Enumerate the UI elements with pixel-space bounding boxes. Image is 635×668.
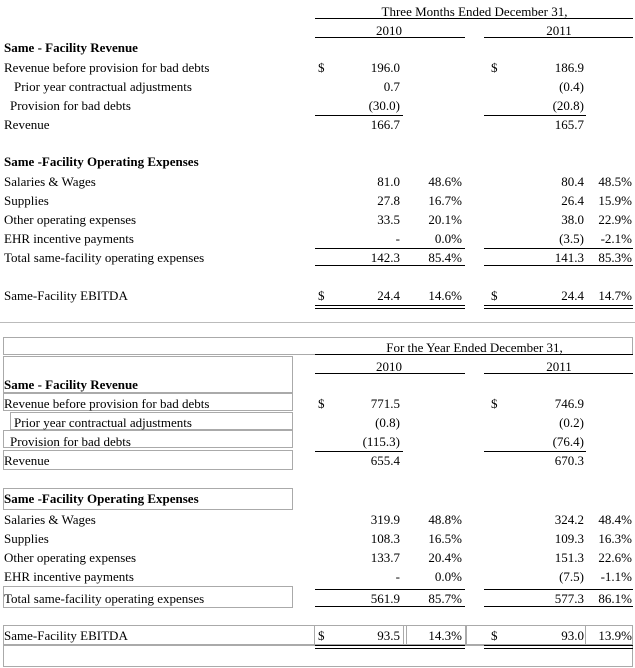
subtotal-line [315,451,403,452]
period-header: For the Year Ended December 31, [386,340,563,355]
currency-symbol: $ [318,628,325,643]
percent-2011: 48.5% [598,174,632,189]
value-2011: 109.3 [554,531,584,546]
row-label: Other operating expenses [4,212,137,227]
percent-2010: 48.6% [428,174,462,189]
total-line [484,589,633,590]
row-label: Total same-facility operating expenses [4,250,205,265]
section-heading-opex: Same -Facility Operating Expenses [4,154,199,169]
percent-2011: 85.3% [598,250,632,265]
percent-2011: 13.9% [598,628,632,643]
row-label: Provision for bad debts [10,434,131,449]
value-2010: 108.3 [370,531,400,546]
percent-2010: 85.4% [428,250,462,265]
section-separator [0,322,635,323]
value-2010: 196.0 [370,60,400,75]
double-underline [484,305,633,309]
header-underline [315,18,633,19]
double-underline [315,305,465,309]
value-2011: 670.3 [554,453,584,468]
percent-2010: 0.0% [434,569,462,584]
section-heading-revenue: Same - Facility Revenue [4,377,138,392]
currency-symbol: $ [491,628,498,643]
percent-2010: 16.5% [428,531,462,546]
row-label: Prior year contractual adjustments [14,415,192,430]
row-label: Provision for bad debts [10,98,131,113]
row-label: Revenue [4,453,50,468]
percent-2010: 20.1% [428,212,462,227]
value-2010: 142.3 [370,250,400,265]
row-label: Other operating expenses [4,550,137,565]
value-2011: (76.4) [552,434,584,449]
total-underline [315,606,465,607]
currency-symbol: $ [318,288,325,303]
value-2011: (7.5) [559,569,584,584]
year-2011-underline [484,37,633,38]
value-2010: (30.0) [368,98,400,113]
value-2011: 165.7 [554,117,584,132]
percent-2011: -1.1% [600,569,632,584]
year-2011-header: 2011 [546,359,572,374]
percent-2011: 22.9% [598,212,632,227]
row-label: Supplies [4,193,49,208]
percent-2010: 14.3% [428,628,462,643]
value-2011: (0.4) [559,79,584,94]
value-2010: 319.9 [370,512,400,527]
value-2010: 655.4 [370,453,400,468]
currency-symbol: $ [318,60,325,75]
value-2010: (0.8) [375,415,400,430]
percent-2010: 20.4% [428,550,462,565]
total-underline [484,606,633,607]
value-2011: 93.0 [561,628,584,643]
row-label: EHR incentive payments [4,231,134,246]
percent-2011: 16.3% [598,531,632,546]
value-2010: 27.8 [377,193,400,208]
value-2011: (20.8) [552,98,584,113]
percent-2011: 15.9% [598,193,632,208]
percent-2010: 16.7% [428,193,462,208]
currency-symbol: $ [491,60,498,75]
subtotal-line [484,115,586,116]
value-2010: 24.4 [377,288,400,303]
subtotal-line [484,451,586,452]
value-2011: (0.2) [559,415,584,430]
value-2011: 26.4 [561,193,584,208]
year-2010-header: 2010 [376,359,402,374]
section-heading-opex: Same -Facility Operating Expenses [4,491,199,506]
total-line [315,589,465,590]
value-2011: 24.4 [561,288,584,303]
value-2010: 81.0 [377,174,400,189]
currency-symbol: $ [318,396,325,411]
percent-2011: 86.1% [598,591,632,606]
row-label: Revenue before provision for bad debts [4,396,210,411]
year-2011-underline [484,373,633,374]
row-label: Revenue before provision for bad debts [4,60,210,75]
row-label: Salaries & Wages [4,174,96,189]
value-2011: 324.2 [554,512,584,527]
year-2011-header: 2011 [546,23,572,38]
value-2011: 141.3 [554,250,584,265]
period-header: Three Months Ended December 31, [381,4,568,19]
percent-2011: -2.1% [600,231,632,246]
year-2010-underline [315,37,465,38]
value-2010: 133.7 [370,550,400,565]
value-2011: 38.0 [561,212,584,227]
row-label: EHR incentive payments [4,569,134,584]
year-2010-header: 2010 [376,23,402,38]
value-2010: 93.5 [377,628,400,643]
row-label: Revenue [4,117,50,132]
row-label: Prior year contractual adjustments [14,79,192,94]
total-line [315,248,465,249]
value-2010: 561.9 [370,591,400,606]
percent-2010: 85.7% [428,591,462,606]
value-2011: 151.3 [554,550,584,565]
percent-2010: 0.0% [434,231,462,246]
percent-2011: 14.7% [598,288,632,303]
currency-symbol: $ [491,288,498,303]
value-2010: (115.3) [362,434,400,449]
percent-2010: 48.8% [428,512,462,527]
section-heading-revenue: Same - Facility Revenue [4,40,138,55]
percent-2011: 48.4% [598,512,632,527]
year-2010-underline [315,373,465,374]
currency-symbol: $ [491,396,498,411]
value-2011: 80.4 [561,174,584,189]
row-label: Salaries & Wages [4,512,96,527]
percent-2010: 14.6% [428,288,462,303]
total-line [484,248,633,249]
value-2011: (3.5) [559,231,584,246]
value-2011: 577.3 [554,591,584,606]
value-2011: 186.9 [554,60,584,75]
row-label: Same-Facility EBITDA [4,628,128,643]
subtotal-line [315,115,403,116]
value-2011: 746.9 [554,396,584,411]
percent-2011: 22.6% [598,550,632,565]
double-underline [315,645,465,649]
value-2010: - [395,569,400,584]
value-2010: 166.7 [370,117,400,132]
total-underline [315,265,465,266]
total-underline [484,265,633,266]
value-2010: 0.7 [383,79,400,94]
value-2010: 33.5 [377,212,400,227]
row-label: Total same-facility operating expenses [4,591,205,606]
value-2010: 771.5 [370,396,400,411]
row-label: Supplies [4,531,49,546]
row-label: Same-Facility EBITDA [4,288,128,303]
double-underline [484,645,633,649]
value-2010: - [395,231,400,246]
header-underline [315,354,633,355]
